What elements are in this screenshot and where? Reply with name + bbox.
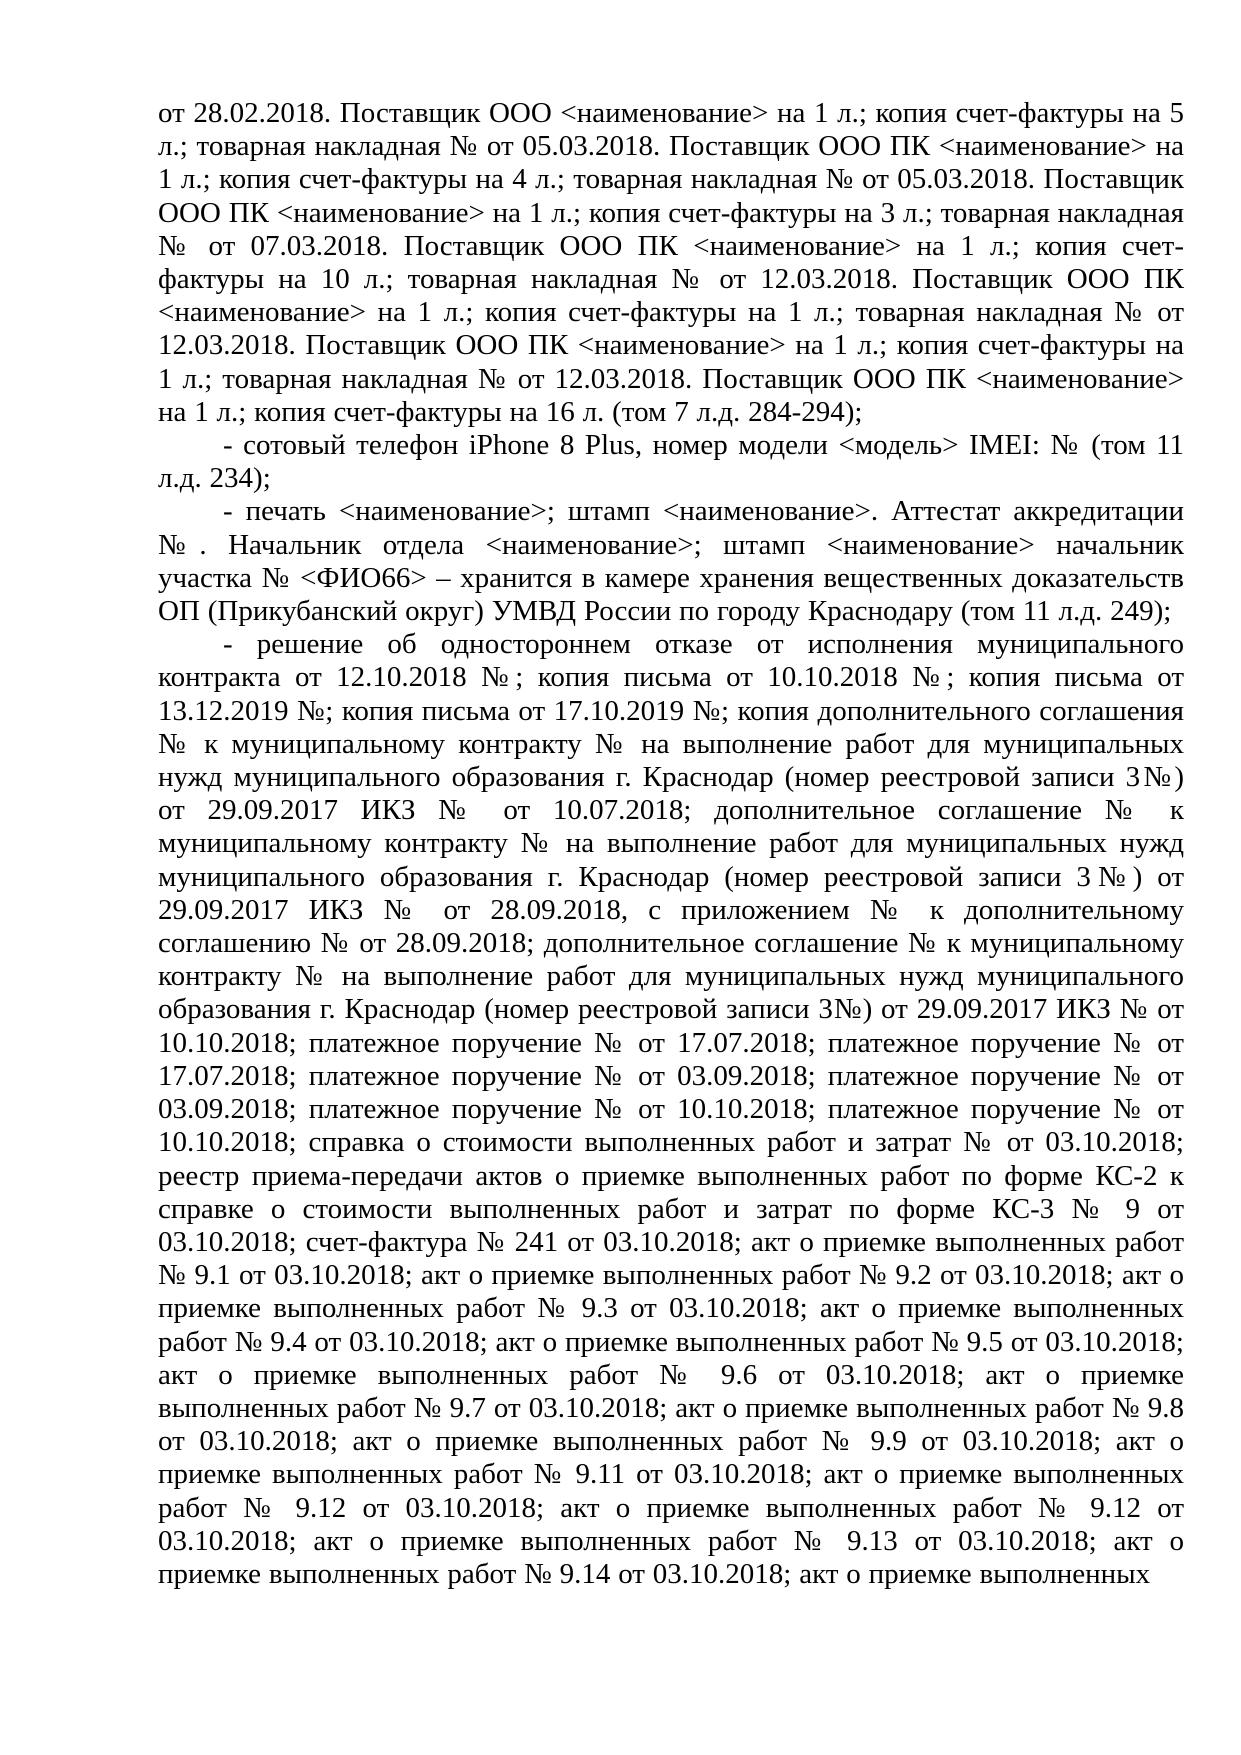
- paragraph-evidence-invoices-continuation: от 28.02.2018. Поставщик ООО <наименование> на 1 л.; копия счет-фактуры на 5 л.; товарная накладная № от 05.03.2018. Поставщик ООО ПК <наименование> на 1 л.; копия счет-фактуры на 4 л.; товарная накладная № от 05.03.2018. Поставщик ООО ПК <наименование> на 1 л.; копия счет-фактуры на 3 л.; товарная накладная № от 07.03.2018. Поставщик ООО ПК <наименование> на 1 л.; копия счет-фактуры на 10 л.; товарная накладная № от 12.03.2018. Поставщик ООО ПК <наименование> на 1 л.; копия счет-фактуры на 1 л.; товарная накладная № от 12.03.2018. Поставщик ООО ПК <наименование> на 1 л.; копия счет-фактуры на 1 л.; товарная накладная № от 12.03.2018. Поставщик ООО ПК <наименование> на 1 л.; копия счет-фактуры на 16 л. (том 7 л.д. 284-294);: [158, 97, 1184, 428]
- paragraph-evidence-contract-documents: - решение об одностороннем отказе от исполнения муниципального контракта от 12.10.2018 №; копия письма от 10.10.2018 №; копия письма от 13.12.2019 №; копия письма от 17.10.2019 №; копия дополнительного соглашения № к муниципальному контракту № на выполнение работ для муниципальных нужд муниципального образования г. Краснодар (номер реестровой записи 3№) от 29.09.2017 ИКЗ № от 10.07.2018; дополнительное соглашение № к муниципальному контракту № на выполнение работ для муниципальных нужд муниципального образования г. Краснодар (номер реестровой записи 3№) от 29.09.2017 ИКЗ № от 28.09.2018, с приложением № к дополнительному соглашению № от 28.09.2018; дополнительное соглашение № к муниципальному контракту № на выполнение работ для муниципальных нужд муниципального образования г. Краснодар (номер реестровой записи 3№) от 29.09.2017 ИКЗ № от 10.10.2018; платежное поручение № от 17.07.2018; платежное поручение № от 17.07.2018; платежное поручение № от 03.09.2018; платежное поручение № от 03.09.2018; платежное поручение № от 10.10.2018; платежное поручение № от 10.10.2018; справка о стоимости выполненных работ и затрат № от 03.10.2018; реестр приема-передачи актов о приемке выполненных работ по форме КС-2 к справке о стоимости выполненных работ и затрат по форме КС-3 № 9 от 03.10.2018; счет-фактура № 241 от 03.10.2018; акт о приемке выполненных работ № 9.1 от 03.10.2018; акт о приемке выполненных работ № 9.2 от 03.10.2018; акт о приемке выполненных работ № 9.3 от 03.10.2018; акт о приемке выполненных работ № 9.4 от 03.10.2018; акт о приемке выполненных работ № 9.5 от 03.10.2018; акт о приемке выполненных работ № 9.6 от 03.10.2018; акт о приемке выполненных работ № 9.7 от 03.10.2018; акт о приемке выполненных работ № 9.8 от 03.10.2018; акт о приемке выполненных работ № 9.9 от 03.10.2018; акт о приемке выполненных работ № 9.11 от 03.10.2018; акт о приемке выполненных работ № 9.12 от 03.10.2018; акт о приемке выполненных работ № 9.12 от 03.10.2018; акт о приемке выполненных работ № 9.13 от 03.10.2018; акт о приемке выполненных работ № 9.14 от 03.10.2018; акт о приемке выполненных: [158, 628, 1184, 1590]
- paragraph-evidence-iphone: - сотовый телефон iPhone 8 Plus, номер модели <модель> IMEI: № (том 11 л.д. 234);: [158, 429, 1184, 495]
- paragraph-evidence-seal-stamp: - печать <наименование>; штамп <наименование>. Аттестат аккредитации №. Начальник отдела <наименование>; штамп <наименование> начальник участка № <ФИО66> – хранится в камере хранения вещественных доказательств ОП (Прикубанский округ) УМВД России по городу Краснодару (том 11 л.д. 249);: [158, 495, 1184, 628]
- document-text-block: [158, 97, 1184, 1591]
